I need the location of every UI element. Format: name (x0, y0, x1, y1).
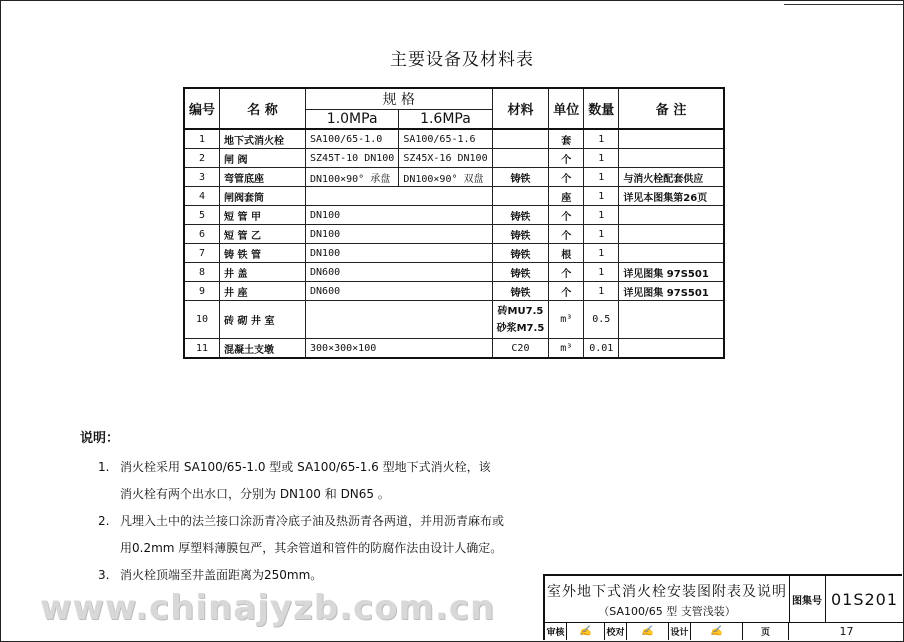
cell-qty: 1 (584, 168, 619, 187)
table-row (184, 225, 724, 244)
cell-spec-a: SA100/65-1.0 (306, 129, 399, 149)
cell-remark (619, 129, 724, 149)
cell-material: 铸铁 (492, 225, 549, 244)
cell-qty: 1 (584, 187, 619, 206)
cell-material-line2: 砂浆M7.5 (496, 322, 545, 334)
cell-remark (619, 339, 724, 359)
note-line: 消火栓有两个出水口，分别为 DN100 和 DN65 。 (120, 487, 390, 501)
col-header-material: 材料 (492, 88, 549, 129)
cell-spec-b: SZ45X-16 DN100 (399, 149, 492, 168)
cell-qty: 1 (584, 129, 619, 149)
equipment-table (183, 87, 725, 359)
watermark: www.chinajyzb.com.cn (40, 588, 496, 628)
cell-name: 闸阀套筒 (220, 187, 306, 206)
note-line: 消火栓顶端至井盖面距离为250mm。 (120, 568, 323, 582)
cell-no: 8 (184, 263, 220, 282)
note-number: 1. (98, 460, 110, 474)
cell-material (492, 149, 549, 168)
cell-spec: 300×300×100 (306, 339, 493, 359)
table-row (184, 282, 724, 301)
cell-remark: 与消火栓配套供应 (619, 168, 724, 187)
cell-no: 9 (184, 282, 220, 301)
cell-qty: 0.5 (584, 301, 619, 339)
cell-no: 10 (184, 301, 220, 339)
cell-remark (619, 149, 724, 168)
cell-name: 混凝土支墩 (220, 339, 306, 359)
note-item (80, 454, 504, 508)
cell-qty: 1 (584, 263, 619, 282)
cell-name: 井 盖 (220, 263, 306, 282)
cell-unit: m³ (549, 301, 584, 339)
cell-no: 2 (184, 149, 220, 168)
cell-name: 短 管 甲 (220, 206, 306, 225)
note-line: 消火栓采用 SA100/65-1.0 型或 SA100/65-1.6 型地下式消火栓，该 (120, 460, 491, 474)
cell-material-line1: 砖MU7.5 (497, 305, 544, 317)
cell-name: 闸 阀 (220, 149, 306, 168)
cell-spec (306, 301, 493, 339)
check-signature: ✍ (627, 622, 669, 640)
col-header-unit: 单位 (549, 88, 584, 129)
cell-material: 铸铁 (492, 263, 549, 282)
note-number: 2. (98, 514, 110, 528)
cell-no: 7 (184, 244, 220, 263)
note-line: 用0.2mm 厚塑料薄膜包严，其余管道和管件的防腐作法由设计人确定。 (120, 541, 503, 555)
cell-remark (619, 206, 724, 225)
cell-spec: DN100 (306, 206, 493, 225)
cell-name: 砖 砌 井 室 (220, 301, 306, 339)
table-row (184, 263, 724, 282)
cell-no: 1 (184, 129, 220, 149)
cell-remark (619, 244, 724, 263)
cell-material (492, 301, 549, 339)
col-header-no: 编号 (184, 88, 220, 129)
page-number: 17 (839, 624, 854, 638)
table-row (184, 187, 724, 206)
cell-material (492, 187, 549, 206)
cell-remark: 详见本图集第26页 (619, 187, 724, 206)
cell-unit: 根 (549, 244, 584, 263)
cell-spec: DN100 (306, 244, 493, 263)
cell-no: 5 (184, 206, 220, 225)
cell-remark: 详见图集 97S501 (619, 263, 724, 282)
cell-unit: 个 (549, 225, 584, 244)
table-row (184, 129, 724, 149)
cell-unit: 个 (549, 206, 584, 225)
table-row (184, 168, 724, 187)
drawing-subtitle: （SA100/65 型 支管浅装） (598, 605, 736, 618)
cell-no: 4 (184, 187, 220, 206)
cell-qty: 1 (584, 206, 619, 225)
note-number: 3. (98, 568, 110, 582)
cell-spec-b: DN100×90° 双盘 (399, 168, 492, 187)
col-header-spec-a: 1.0MPa (306, 110, 399, 130)
review-label: 审核 (545, 622, 567, 640)
cell-spec-b: SA100/65-1.6 (399, 129, 492, 149)
table-row (184, 206, 724, 225)
cell-unit: 个 (549, 168, 584, 187)
cell-unit: 套 (549, 129, 584, 149)
table-row (184, 149, 724, 168)
cell-material: 铸铁 (492, 168, 549, 187)
cell-spec: DN600 (306, 263, 493, 282)
note-item (80, 508, 504, 562)
cell-no: 6 (184, 225, 220, 244)
cell-name: 短 管 乙 (220, 225, 306, 244)
cell-no: 11 (184, 339, 220, 359)
signature-row (545, 622, 904, 640)
top-edge-marks (784, 0, 904, 5)
cell-qty: 0.01 (584, 339, 619, 359)
design-label: 设计 (669, 622, 691, 640)
cell-name: 弯管底座 (220, 168, 306, 187)
cell-spec (306, 187, 493, 206)
cell-material (492, 129, 549, 149)
check-label: 校对 (605, 622, 627, 640)
drawing-title: 室外地下式消火栓安装图附表及说明 (547, 584, 787, 600)
cell-unit: 个 (549, 263, 584, 282)
cell-unit: 个 (549, 282, 584, 301)
notes-heading: 说明： (80, 431, 120, 446)
cell-qty: 1 (584, 244, 619, 263)
col-header-qty: 数量 (584, 88, 619, 129)
title-block (543, 574, 902, 640)
cell-spec-a: SZ45T-10 DN100 (306, 149, 399, 168)
cell-remark: 详见图集 97S501 (619, 282, 724, 301)
cell-qty: 1 (584, 149, 619, 168)
cell-material: 铸铁 (492, 244, 549, 263)
document-title: 主要设备及材料表 (390, 50, 534, 70)
cell-qty: 1 (584, 282, 619, 301)
atlas-number: 01S201 (825, 576, 904, 623)
col-header-spec-b: 1.6MPa (399, 110, 492, 130)
title-block-name (545, 576, 790, 623)
cell-name: 井 座 (220, 282, 306, 301)
atlas-number-label: 图集号 (789, 576, 826, 623)
review-signature: ✍ (567, 622, 605, 640)
cell-spec: DN100 (306, 225, 493, 244)
cell-qty: 1 (584, 225, 619, 244)
cell-material: 铸铁 (492, 282, 549, 301)
cell-unit: 个 (549, 149, 584, 168)
cell-remark (619, 301, 724, 339)
cell-unit: 座 (549, 187, 584, 206)
cell-name: 地下式消火栓 (220, 129, 306, 149)
cell-spec-a: DN100×90° 承盘 (306, 168, 399, 187)
col-header-remark: 备 注 (619, 88, 724, 129)
note-line: 凡埋入土中的法兰接口涂沥青冷底子油及热沥青各两道，并用沥青麻布或 (120, 514, 505, 528)
table-row (184, 339, 724, 359)
cell-name: 铸 铁 管 (220, 244, 306, 263)
page-label: 页 (743, 622, 789, 640)
cell-material: 铸铁 (492, 206, 549, 225)
col-header-spec: 规 格 (306, 88, 493, 110)
design-signature: ✍ (691, 622, 743, 640)
notes-section (80, 425, 504, 589)
table-row (184, 244, 724, 263)
table-row (184, 301, 724, 339)
note-item (80, 562, 504, 589)
col-header-name: 名 称 (220, 88, 306, 129)
cell-material: C20 (492, 339, 549, 359)
cell-spec: DN600 (306, 282, 493, 301)
cell-unit: m³ (549, 339, 584, 359)
cell-remark (619, 225, 724, 244)
cell-no: 3 (184, 168, 220, 187)
